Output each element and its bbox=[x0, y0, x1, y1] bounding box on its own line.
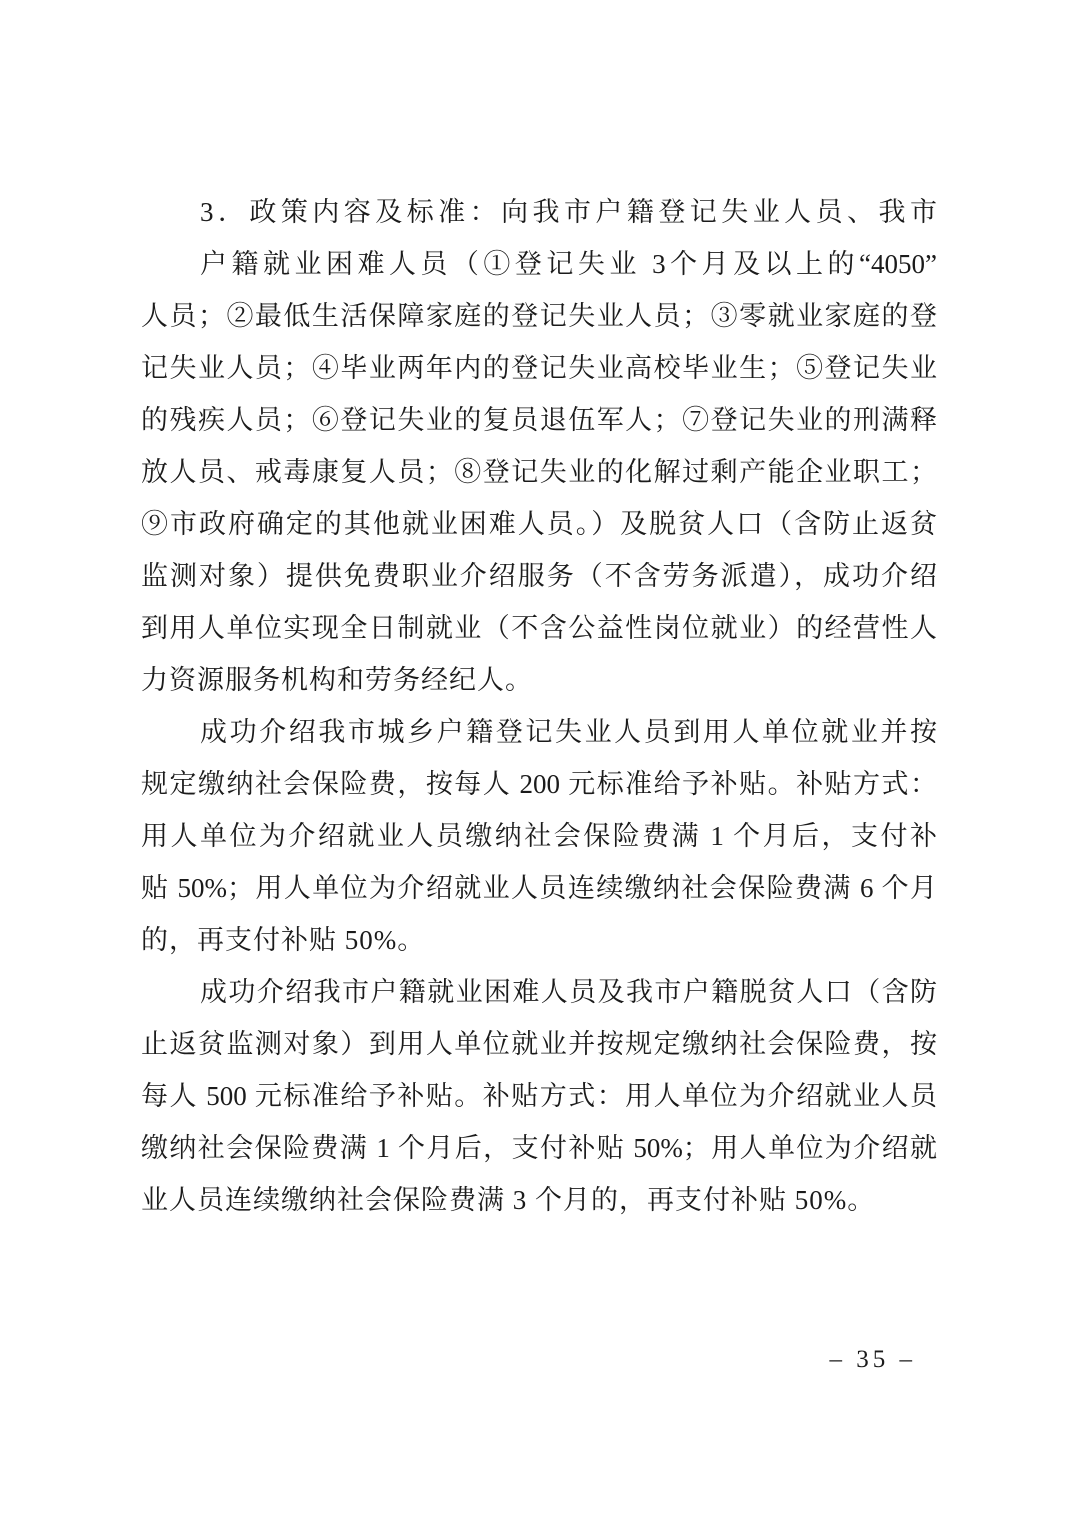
subsidy-200-paragraph bbox=[141, 706, 937, 966]
text-line: 到用人单位实现全日制就业（不含公益性岗位就业）的经营性人 bbox=[141, 613, 937, 643]
text-line: 用人单位为介绍就业人员缴纳社会保险费满 1 个月后，支付补 bbox=[141, 821, 937, 851]
policy-content-paragraph bbox=[141, 186, 937, 706]
text-line: ⑨市政府确定的其他就业困难人员。）及脱贫人口（含防止返贫 bbox=[141, 509, 937, 539]
text-line: 成功介绍我市户籍就业困难人员及我市户籍脱贫人口（含防 bbox=[200, 977, 937, 1007]
text-line: 规定缴纳社会保险费，按每人 200 元标准给予补贴。补贴方式： bbox=[141, 769, 937, 799]
policy-text-block bbox=[141, 186, 937, 1226]
text-line: 贴 50%；用人单位为介绍就业人员连续缴纳社会保险费满 6 个月 bbox=[141, 873, 937, 903]
text-line: 监测对象）提供免费职业介绍服务（不含劳务派遣），成功介绍 bbox=[141, 561, 937, 591]
text-line: 的残疾人员；⑥登记失业的复员退伍军人；⑦登记失业的刑满释 bbox=[141, 405, 937, 435]
text-line: 缴纳社会保险费满 1 个月后，支付补贴 50%；用人单位为介绍就 bbox=[141, 1133, 937, 1163]
text-line: 记失业人员；④毕业两年内的登记失业高校毕业生；⑤登记失业 bbox=[141, 353, 937, 383]
text-line: 每人 500 元标准给予补贴。补贴方式：用人单位为介绍就业人员 bbox=[141, 1081, 937, 1111]
text-line: 业人员连续缴纳社会保险费满 3 个月的，再支付补贴 50%。 bbox=[141, 1185, 876, 1215]
text-line: 放人员、戒毒康复人员；⑧登记失业的化解过剩产能企业职工； bbox=[141, 457, 937, 487]
text-line: 人员；②最低生活保障家庭的登记失业人员；③零就业家庭的登 bbox=[141, 301, 937, 331]
page-number: – 35 – bbox=[829, 1346, 916, 1373]
text-line: 力资源服务机构和劳务经纪人。 bbox=[141, 665, 533, 695]
text-line: 止返贫监测对象）到用人单位就业并按规定缴纳社会保险费，按 bbox=[141, 1029, 937, 1059]
text-line: 3．政策内容及标准：向我市户籍登记失业人员、我市 bbox=[200, 197, 937, 227]
subsidy-500-paragraph bbox=[141, 966, 937, 1226]
text-line: 的，再支付补贴 50%。 bbox=[141, 925, 426, 955]
text-line: 成功介绍我市城乡户籍登记失业人员到用人单位就业并按 bbox=[200, 717, 937, 747]
text-line: 户籍就业困难人员（①登记失业 3个月及以上的“4050” bbox=[200, 249, 937, 279]
